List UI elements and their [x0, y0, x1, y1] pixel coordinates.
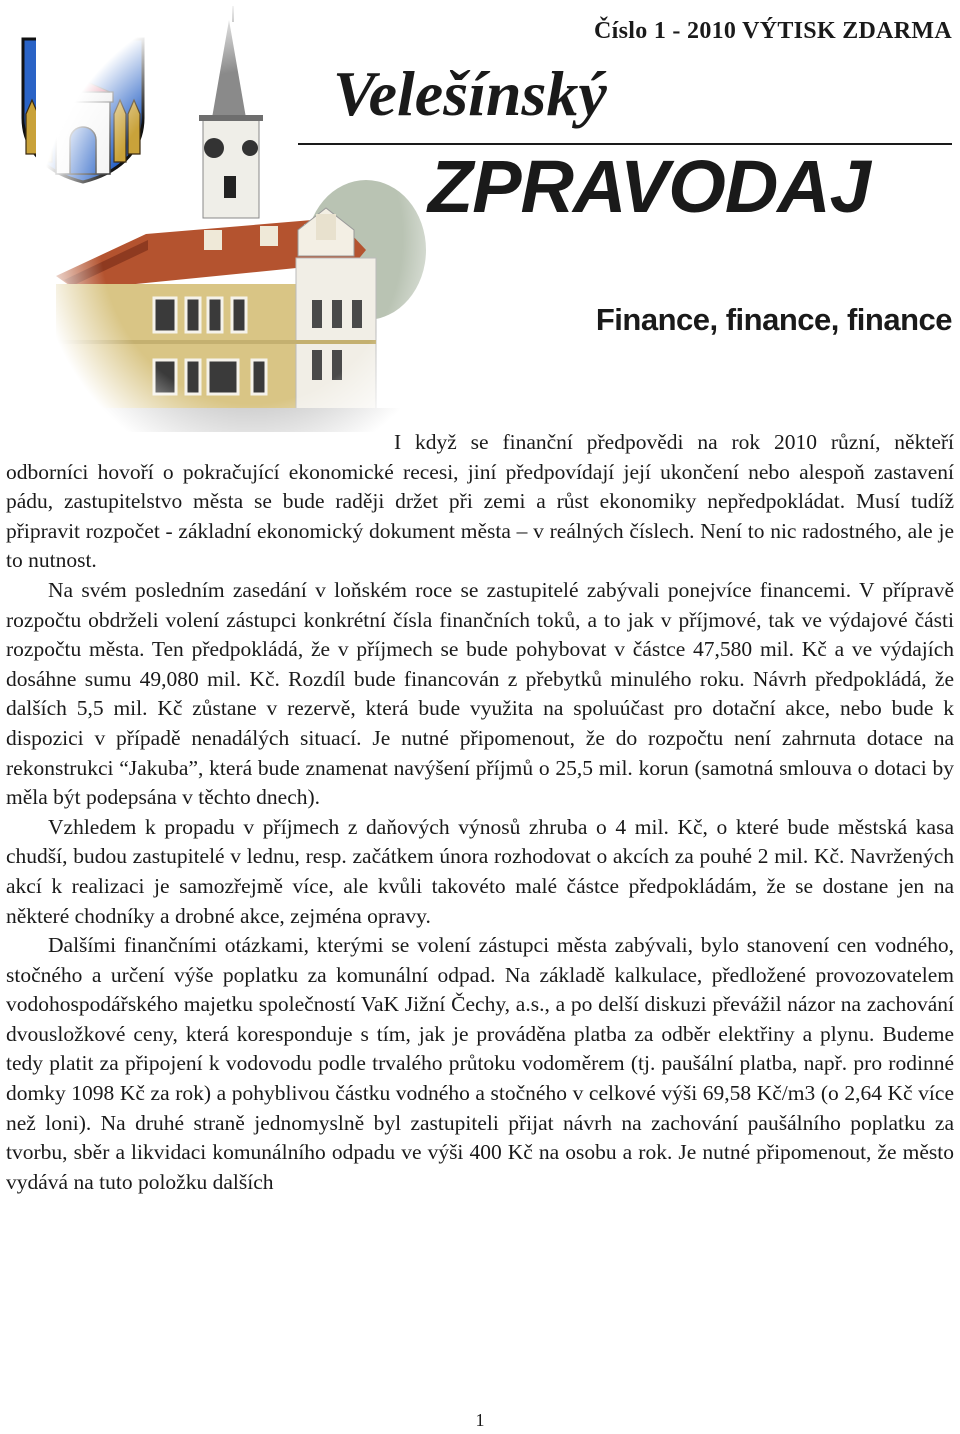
issue-info: Číslo 1 - 2010 VÝTISK ZDARMA: [594, 18, 952, 44]
article-paragraph: Vzhledem k propadu v příjmech z daňových výnosů zhruba o 4 mil. Kč, o které bude městská kasa chudší, budou zastupitelé v lednu, resp. začátkem února rozhodovat o akcích za pouhé 2 mil. Kč. Navržených akcí k realizaci je samozřejmě více, ale kvůli takovéto malé částce předpokládám, že se dostane jen na některé chodníky a drobné akce, zejména opravy.: [6, 814, 954, 928]
article-paragraph: Na svém posledním zasedání v loňském roce se zastupitelé zabývali ponejvíce financemi. V přípravě rozpočtu obdrželi volení zástupci konkrétní čísla finančních toků, a to jak v příjmové, tak ve výdajové části rozpočtu města. Ten předpokládá, že v příjmech se bude pohybovat v částce 47,580 mil. Kč a ve výdajích dosáhne sumu 49,080 mil. Kč. Rozdíl bude financován z přebytků minulého roku. Návrh předpokládá, že dalších 5,5 mil. Kč zůstane v rezervě, která bude využita na spoluúčast pro dotační akce, nebo bude k dispozici v případě nenadálých situací. Je nutné připomenout, že do rozpočtu není zahrnuta dotace na rekonstrukci “Jakuba”, která bude znamenat navýšení příjmů o 25,5 mil. korun (samotná smlouva o dotaci by měla být podepsána v těchto dnech).: [6, 577, 954, 810]
masthead-title-line2: ZPRAVODAJ: [428, 145, 870, 228]
article-paragraph: I když se finanční předpovědi na rok 2010 různí, někteří odborníci hovoří o pokračující ekonomické recesi, jiní předpovídají její ukončení nebo alespoň zastavení pádu, zastupitelstvo města se bude raději držet při zemi a růst ekonomiky nepředpokládat. Musí tudíž připravit rozpočet - základní ekonomický dokument města – v reálných číslech. Není to nic radostného, ale je to nutnost.: [6, 430, 954, 573]
article-paragraph: Dalšími finančními otázkami, kterými se volení zástupci města zabývali, bylo stanovení cen vodného, stočného a určení výše poplatku za komunální odpad. Na základě kalkulace, předložené provozovatelem vodohospodářského majetku společností VaK Jižní Čechy, a.s., a po delší diskuzi převážil názor na zachování dvousložkové ceny, která koresponduje s tím, jak je prováděna platba za odběr elektřiny a plynu. Budeme tedy platit za připojení k vodovodu podle trvalého průtoku vodoměrem (tj. paušální platba, např. pro rodinné domky 1098 Kč za rok) a pohyblivou částku vodného a stočného v celkové výši 69,58 Kč/m3 (o 2,64 Kč více než loni). Na druhé straně jednomyslně byl zastupiteli přijat návrh na zachování paušálního poplatku za tvorbu, sběr a likvidaci komunálního odpadu ve výši 400 Kč na osobu a rok. Je nutné připomenout, že město vydává na tuto položku dalších: [6, 933, 954, 1194]
masthead-title-line1: Velešínský: [333, 58, 607, 129]
article-headline: Finance, finance, finance: [595, 302, 952, 337]
article-body: [6, 428, 954, 1197]
page-number: 1: [475, 1410, 485, 1430]
